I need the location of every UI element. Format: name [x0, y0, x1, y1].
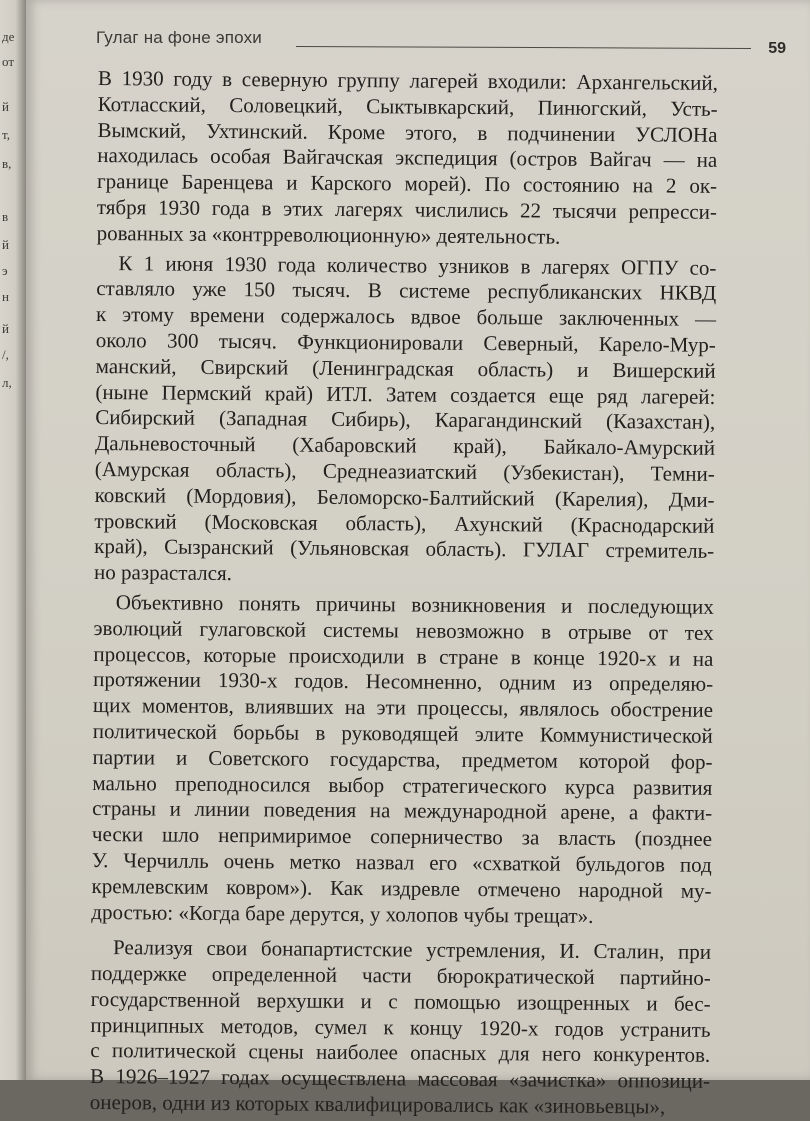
text-line: (Амурская область), Среднеазиатский (Узбекистан), Темни- [94, 456, 715, 486]
prev-page-fragment: т, [2, 127, 10, 142]
prev-page-fragment: н [2, 289, 9, 304]
text-line: находилась особая Вайгачская экспедиция (остров Вайгач — на [97, 143, 718, 173]
prev-page-fragment: в, [2, 156, 12, 171]
body-text [90, 66, 718, 1121]
prev-page-fragment: л, [2, 375, 12, 390]
book-page [26, 0, 810, 1119]
text-line: щих моментов, влиявших на эти процессы, являлось обострение [92, 693, 714, 722]
text-line: ставляло уже 150 тысяч. В системе республиканских НКВД [96, 276, 717, 306]
text-line: около 300 тысяч. Функционировали Северный, Карело-Мур- [95, 327, 716, 357]
text-line: ковский (Мордовия), Беломорско-Балтийский (Карелия), Дми- [94, 482, 715, 512]
text-line: манский, Свирский (Ленинградская область) и Вишерский [95, 353, 716, 383]
text-line: В 1926–1927 годах осуществлена массовая «зачистка» оппозици- [89, 1064, 711, 1094]
prev-page-fragment: э [2, 263, 8, 278]
text-line: эволюций гулаговской системы невозможно в отрыве от тех [93, 615, 714, 645]
text-line: (ныне Пермский край) ИТЛ. Затем создается еще ряд лагерей: [95, 379, 716, 409]
text-line: Реализуя свои бонапартистские устремления, И. Сталин, при [112, 935, 712, 965]
text-line: дростью: «Когда баре дерутся, у холопов чубы трещат». [91, 899, 594, 928]
text-line: чески шло непримиримое соперничество за власть (позднее [91, 822, 713, 851]
text-line: тровский (Московская область), Ахунский (Краснодарский [94, 508, 715, 538]
text-line: но разрастался. [93, 560, 233, 586]
paragraph [97, 66, 718, 251]
running-title: Гулаг на фоне эпохи [96, 28, 263, 47]
text-line: кремлевским ковром»). Как издревле отмечено народной му- [91, 873, 712, 903]
text-line: тября 1930 года в этих лагерях числились 22 тысячи репресси- [96, 194, 717, 224]
text-line: страны и линии поведения на международной арене, а факти- [92, 796, 713, 826]
text-line: В 1930 году в северную группу лагерей входили: Архангельский, [97, 66, 718, 95]
text-line: поддержке определенной части бюрократической партийно- [90, 961, 711, 990]
text-line: к этому времени содержалось вдвое больше заключенных — [95, 302, 717, 332]
text-line: процессов, которые происходили в стране в конце 1920-х и на [93, 641, 714, 671]
text-line: Дальневосточный (Хабаровский край), Байкало-Амурский [94, 431, 716, 461]
prev-page-fragment: й [2, 237, 9, 252]
text-line: онеров, одни из которых квалифицировались как «зиновьевцы», [89, 1090, 666, 1119]
running-header [96, 28, 786, 56]
previous-page-edge [0, 0, 26, 1080]
text-line: край), Сызранский (Ульяновская область). ГУЛАГ стремитель- [94, 534, 715, 564]
text-line: с политической сцены наиболее опасных для него конкурентов. [90, 1038, 711, 1068]
text-line: Объективно понять причины возникновения и последующих [115, 590, 714, 619]
text-line: протяжении 1930-х годов. Несомненно, одним из определяю- [93, 667, 714, 697]
prev-page-fragment: /, [2, 347, 9, 362]
paragraph [91, 590, 714, 930]
text-line: К 1 июня 1930 года количество узников в лагерях ОГПУ со- [118, 250, 717, 280]
text-line: государственной верхушки и с помощью изощренных и бес- [90, 986, 711, 1016]
text-line: рованных за «контрреволюционную» деятельность. [96, 220, 561, 249]
header-rule [296, 46, 751, 49]
text-line: партии и Советского государства, предметом которой фор- [92, 744, 713, 774]
prev-page-fragment: в [2, 209, 9, 224]
text-line: границе Баренцева и Карского морей). По состоянию на 2 ок- [97, 169, 718, 199]
prev-page-fragment: й [2, 321, 9, 336]
text-line: мально преподносился выбор стратегического курса развития [92, 770, 713, 800]
prev-page-fragment: й [2, 99, 9, 114]
prev-page-fragment: де [2, 29, 15, 44]
text-line: Котласский, Соловецкий, Сыктывкарский, Пинюгский, Усть- [97, 91, 718, 121]
page-number: 59 [768, 40, 786, 57]
paragraph [94, 251, 717, 591]
text-line: Сибирский (Западная Сибирь), Карагандинский (Казахстан), [95, 405, 716, 435]
paragraph [90, 935, 711, 1120]
text-line: Вымский, Ухтинский. Кроме этого, в подчинении УСЛОНа [97, 117, 718, 147]
text-line: принципных методов, сумел к концу 1920-х годов устранить [90, 1012, 711, 1042]
prev-page-fragment: от [2, 54, 15, 69]
text-line: политической борьбы в руководящей элите Коммунистической [92, 718, 713, 748]
text-line: У. Черчилль очень метко назвал его «схваткой бульдогов под [91, 847, 712, 877]
